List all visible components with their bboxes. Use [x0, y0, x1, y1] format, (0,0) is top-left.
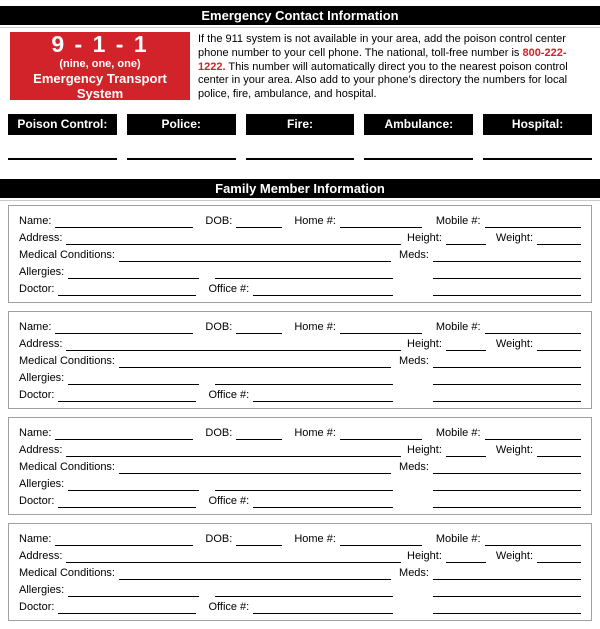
meds-blank [433, 461, 581, 474]
height-blank [446, 338, 486, 351]
contact-box-hospital: Hospital: [483, 114, 592, 135]
name-label: Name: [19, 214, 52, 227]
meds-continuation-blank-2 [433, 495, 581, 508]
mobile-phone-blank [485, 215, 581, 228]
weight-label: Weight: [495, 231, 533, 244]
medical-conditions-label: Medical Conditions: [19, 566, 115, 579]
emergency-section-title: Emergency Contact Information [0, 6, 600, 25]
medical-conditions-blank [119, 355, 391, 368]
name-blank [55, 215, 193, 228]
home-phone-label: Home #: [294, 320, 336, 333]
height-blank [446, 232, 486, 245]
meds-label: Meds: [399, 566, 429, 579]
height-label: Height: [407, 231, 442, 244]
meds-blank [433, 567, 581, 580]
instructions-text-before: If the 911 system is not available in your area, add the poison control center phone number to your cell phone. The national, toll-free number is [198, 33, 566, 59]
address-blank [66, 550, 401, 563]
family-section-title: Family Member Information [0, 179, 600, 198]
mobile-phone-label: Mobile #: [435, 532, 481, 545]
doctor-blank [58, 601, 196, 614]
dob-blank [236, 215, 282, 228]
member-row-medical [19, 563, 581, 580]
police-blank-line [127, 158, 236, 160]
allergies-blank [68, 372, 199, 385]
medical-conditions-label: Medical Conditions: [19, 248, 115, 261]
contact-labels-row [0, 114, 600, 135]
meds-label: Meds: [399, 460, 429, 473]
allergies-continuation-blank [215, 478, 393, 491]
dob-label: DOB: [205, 426, 233, 439]
member-row-doctor [19, 597, 581, 614]
meds-blank [433, 249, 581, 262]
office-phone-blank [253, 495, 393, 508]
meds-label: Meds: [399, 354, 429, 367]
family-member-block [8, 523, 592, 621]
allergies-blank [68, 266, 199, 279]
weight-blank [537, 232, 581, 245]
contact-box-fire: Fire: [246, 114, 355, 135]
address-blank [66, 444, 401, 457]
office-phone-label: Office #: [208, 388, 250, 401]
member-row-identity [19, 423, 581, 440]
address-blank [66, 232, 401, 245]
home-phone-blank [340, 533, 422, 546]
family-member-block [8, 311, 592, 409]
allergies-label: Allergies: [19, 583, 65, 596]
allergies-label: Allergies: [19, 371, 65, 384]
member-row-address [19, 440, 581, 457]
mobile-phone-blank [485, 533, 581, 546]
poison-control-phone-number: 800-222-1222. [198, 46, 567, 73]
family-member-block [8, 205, 592, 303]
name-label: Name: [19, 426, 52, 439]
contact-box-poison-control: Poison Control: [8, 114, 117, 135]
weight-label: Weight: [495, 337, 533, 350]
weight-blank [537, 444, 581, 457]
contact-blank-lines-row [0, 158, 600, 160]
office-phone-label: Office #: [208, 282, 250, 295]
family-member-blocks [0, 205, 600, 621]
home-phone-label: Home #: [294, 426, 336, 439]
badge-caption: Emergency Transport System [33, 70, 167, 101]
member-row-allergies [19, 580, 581, 597]
member-row-address [19, 228, 581, 245]
mobile-phone-blank [485, 321, 581, 334]
member-row-medical [19, 245, 581, 262]
member-row-allergies [19, 474, 581, 491]
fire-blank-line [246, 158, 355, 160]
member-row-identity [19, 317, 581, 334]
address-label: Address: [19, 443, 63, 456]
banner-shadow-rule [0, 200, 600, 201]
member-row-identity [19, 529, 581, 546]
member-row-allergies [19, 368, 581, 385]
contact-box-police: Police: [127, 114, 236, 135]
name-blank [55, 321, 193, 334]
mobile-phone-blank [485, 427, 581, 440]
family-member-block [8, 417, 592, 515]
allergies-continuation-blank [215, 372, 393, 385]
home-phone-label: Home #: [294, 214, 336, 227]
member-row-identity [19, 211, 581, 228]
medical-conditions-label: Medical Conditions: [19, 460, 115, 473]
medical-conditions-blank [119, 567, 391, 580]
home-phone-label: Home #: [294, 532, 336, 545]
dob-label: DOB: [205, 320, 233, 333]
allergies-continuation-blank [215, 584, 393, 597]
dob-blank [236, 427, 282, 440]
meds-label: Meds: [399, 248, 429, 261]
address-label: Address: [19, 231, 63, 244]
badge-number: 9 - 1 - 1 [51, 30, 149, 57]
hero-section [0, 32, 600, 102]
name-label: Name: [19, 320, 52, 333]
meds-continuation-blank-1 [433, 478, 581, 491]
medical-conditions-blank [119, 461, 391, 474]
address-label: Address: [19, 337, 63, 350]
name-blank [55, 533, 193, 546]
medical-conditions-blank [119, 249, 391, 262]
ambulance-blank-line [364, 158, 473, 160]
doctor-label: Doctor: [19, 282, 55, 295]
dob-blank [236, 321, 282, 334]
doctor-blank [58, 495, 196, 508]
instructions-paragraph [190, 32, 590, 102]
weight-blank [537, 550, 581, 563]
office-phone-label: Office #: [208, 494, 250, 507]
home-phone-blank [340, 321, 422, 334]
height-label: Height: [407, 337, 442, 350]
weight-label: Weight: [495, 549, 533, 562]
office-phone-label: Office #: [208, 600, 250, 613]
office-phone-blank [253, 283, 393, 296]
office-phone-blank [253, 601, 393, 614]
member-row-address [19, 546, 581, 563]
allergies-blank [68, 478, 199, 491]
height-blank [446, 444, 486, 457]
height-blank [446, 550, 486, 563]
member-row-medical [19, 351, 581, 368]
allergies-continuation-blank [215, 266, 393, 279]
poison-control-blank-line [8, 158, 117, 160]
mobile-phone-label: Mobile #: [435, 214, 481, 227]
meds-continuation-blank-2 [433, 389, 581, 402]
height-label: Height: [407, 443, 442, 456]
weight-label: Weight: [495, 443, 533, 456]
meds-continuation-blank-1 [433, 584, 581, 597]
hospital-blank-line [483, 158, 592, 160]
name-blank [55, 427, 193, 440]
home-phone-blank [340, 427, 422, 440]
member-row-doctor [19, 279, 581, 296]
doctor-label: Doctor: [19, 388, 55, 401]
allergies-blank [68, 584, 199, 597]
instructions-text-after: This number will automatically direct you to the nearest poison control center in your area. Also add to your phone’s directory the numbers for local police, fire, ambulance, and hospital. [198, 60, 568, 101]
allergies-label: Allergies: [19, 477, 65, 490]
dob-label: DOB: [205, 214, 233, 227]
dob-blank [236, 533, 282, 546]
meds-continuation-blank-2 [433, 601, 581, 614]
member-row-doctor [19, 385, 581, 402]
medical-conditions-label: Medical Conditions: [19, 354, 115, 367]
meds-continuation-blank-2 [433, 283, 581, 296]
mobile-phone-label: Mobile #: [435, 426, 481, 439]
banner-shadow-rule [0, 27, 600, 28]
nine-one-one-badge [10, 32, 190, 100]
name-label: Name: [19, 532, 52, 545]
address-label: Address: [19, 549, 63, 562]
member-row-doctor [19, 491, 581, 508]
meds-continuation-blank-1 [433, 266, 581, 279]
weight-blank [537, 338, 581, 351]
meds-blank [433, 355, 581, 368]
mobile-phone-label: Mobile #: [435, 320, 481, 333]
member-row-address [19, 334, 581, 351]
doctor-blank [58, 283, 196, 296]
doctor-label: Doctor: [19, 600, 55, 613]
member-row-allergies [19, 262, 581, 279]
meds-continuation-blank-1 [433, 372, 581, 385]
doctor-label: Doctor: [19, 494, 55, 507]
member-row-medical [19, 457, 581, 474]
allergies-label: Allergies: [19, 265, 65, 278]
home-phone-blank [340, 215, 422, 228]
badge-phonetic: (nine, one, one) [59, 57, 141, 70]
dob-label: DOB: [205, 532, 233, 545]
height-label: Height: [407, 549, 442, 562]
office-phone-blank [253, 389, 393, 402]
address-blank [66, 338, 401, 351]
contact-box-ambulance: Ambulance: [364, 114, 473, 135]
doctor-blank [58, 389, 196, 402]
